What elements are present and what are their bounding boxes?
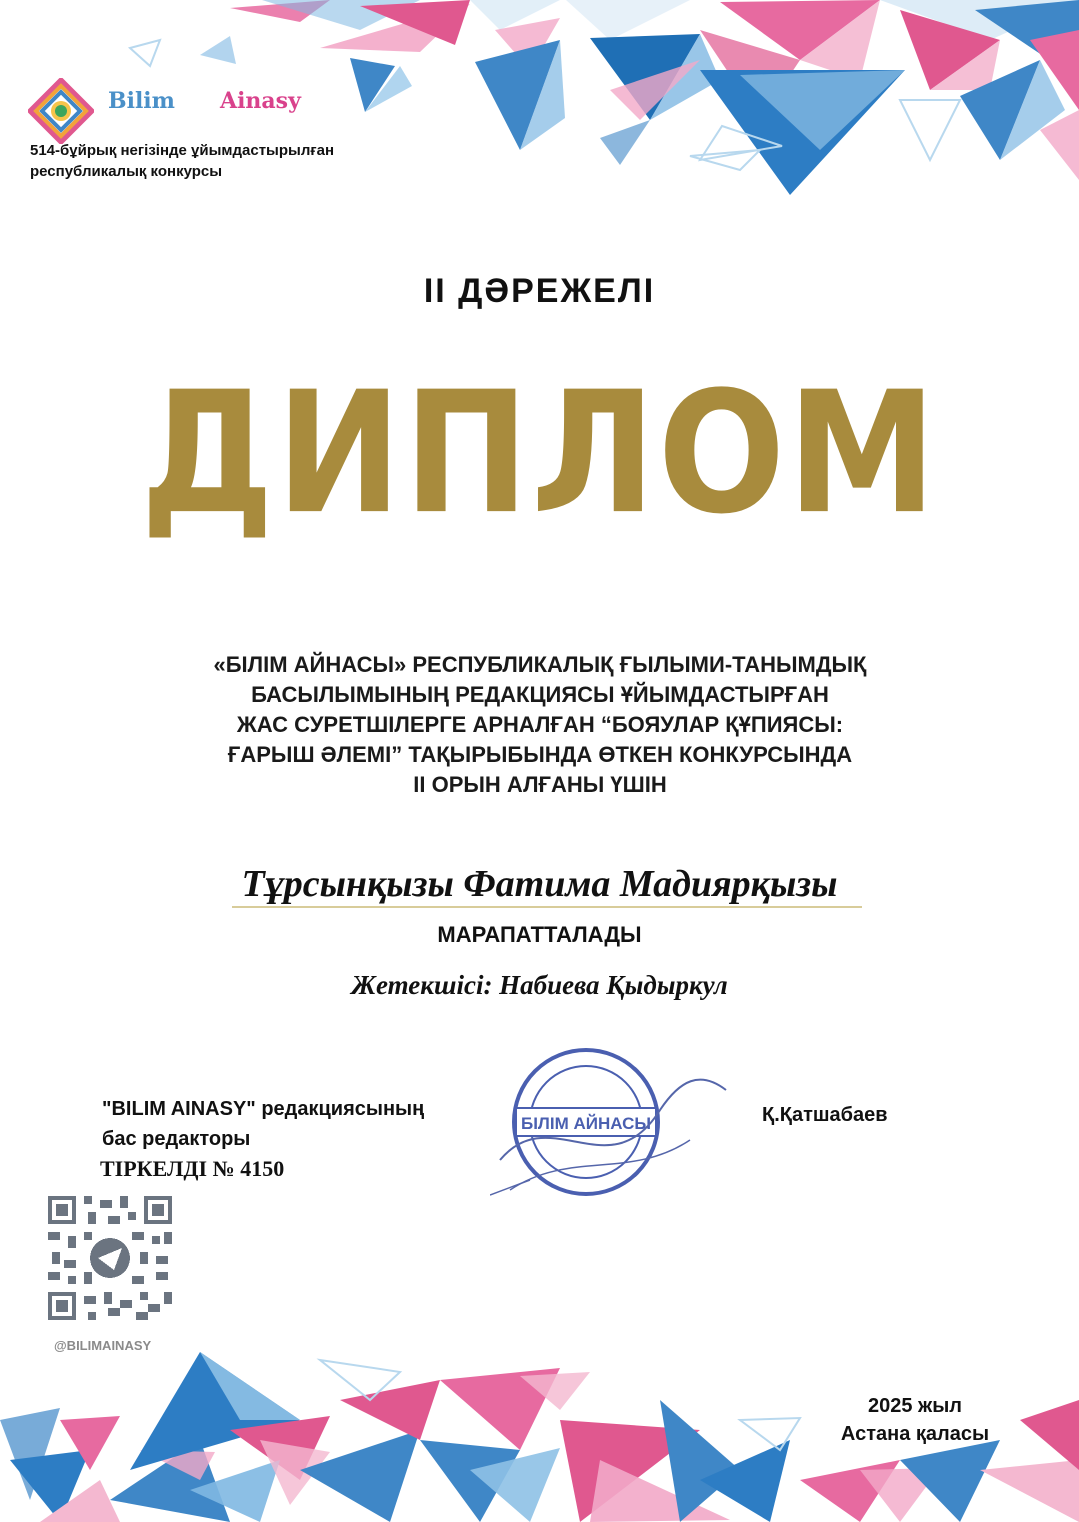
recipient-name: Тұрсынқызы Фатима Мадиярқызы xyxy=(241,863,838,905)
logo-ainasy: Ainasy xyxy=(220,88,301,114)
contest-subtitle-line: 514-бұйрық негізінде ұйымдастырылған xyxy=(30,142,335,159)
footer-place-date xyxy=(800,1392,1030,1448)
editor-line: бас редакторы xyxy=(102,1128,251,1150)
diploma-title: ДИПЛОМ xyxy=(140,356,939,552)
logo-bilim: Bilim xyxy=(108,88,175,114)
contest-subtitle xyxy=(30,140,410,182)
contest-subtitle-line: республикалық конкурсы xyxy=(30,163,223,180)
footer-year: 2025 жыл xyxy=(867,1395,962,1417)
degree-title: II ДӘРЕЖЕЛІ xyxy=(423,272,656,310)
description-line: ҒАРЫШ ӘЛЕМІ” ТАҚЫРЫБЫНДА ӨТКЕН КОНКУРСЫНДА xyxy=(227,742,853,767)
description-line: ЖАС СУРЕТШІЛЕРГЕ АРНАЛҒАН “БОЯУЛАР ҚҰПИЯСЫ: xyxy=(236,712,844,737)
stamp-text: БІЛІМ АЙНАСЫ xyxy=(520,1114,652,1133)
editor-block xyxy=(102,1094,424,1154)
footer-city: Астана қаласы xyxy=(840,1423,990,1445)
award-description xyxy=(100,650,980,800)
description-line: БАСЫЛЫМЫНЫҢ РЕДАКЦИЯСЫ ҰЙЫМДАСТЫРҒАН xyxy=(251,682,829,707)
official-stamp xyxy=(490,1040,730,1210)
awarded-text: МАРАПАТТАЛАДЫ xyxy=(437,922,642,947)
social-handle[interactable]: @BILIMAINASY xyxy=(54,1338,152,1353)
qr-code[interactable] xyxy=(44,1192,176,1324)
editor-line: "BILIM AINASY" редакциясының xyxy=(102,1098,425,1120)
supervisor-text: Жетекшісі: Набиева Қыдыркул xyxy=(351,970,728,1000)
description-line: II ОРЫН АЛҒАНЫ ҮШІН xyxy=(413,772,667,797)
name-underline xyxy=(232,906,862,908)
signer-name: Қ.Қатшабаев xyxy=(762,1104,888,1126)
description-line: «БІЛІМ АЙНАСЫ» РЕСПУБЛИКАЛЫҚ ҒЫЛЫМИ-ТАНЫМДЫҚ xyxy=(213,652,867,677)
registration-number: ТІРКЕЛДІ № 4150 xyxy=(100,1156,285,1181)
logo-icon xyxy=(28,78,94,144)
